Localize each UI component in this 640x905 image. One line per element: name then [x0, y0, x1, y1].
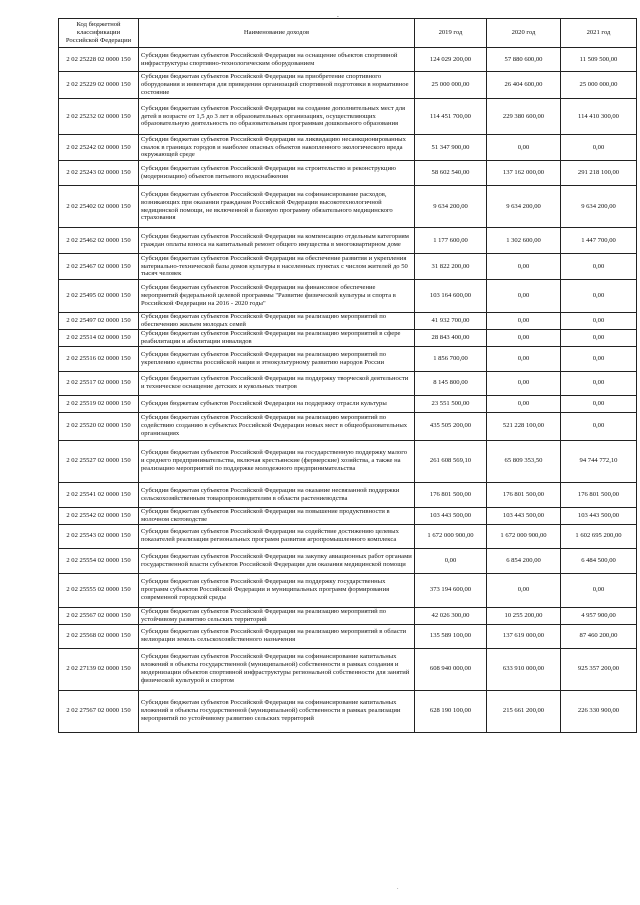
row-value-2019: 42 026 300,00: [415, 607, 487, 624]
header-2019: 2019 год: [415, 19, 487, 48]
row-value-2020: 103 443 500,00: [487, 507, 561, 524]
footer-mark: .: [397, 885, 399, 891]
row-value-2019: 8 145 800,00: [415, 371, 487, 395]
row-value-2019: 9 634 200,00: [415, 186, 487, 228]
row-name: Субсидии бюджетам субъектов Российской Федерации на государственную поддержку малого и среднего предпринимательства, включая крестьянские (фермерские) хозяйства, а также на реализацию мероприятий по поддержке молодежного предпринимательства: [139, 440, 415, 482]
table-row: [59, 280, 637, 313]
row-name: Субсидии бюджетам субъектов Российской Федерации на поддержку государственных программ субъектов Российской Федерации и муниципальных программ формирования современной городской среды: [139, 573, 415, 607]
row-value-2020: 521 228 100,00: [487, 412, 561, 440]
table-row: [59, 690, 637, 732]
row-value-2020: 229 380 600,00: [487, 99, 561, 135]
row-value-2019: 608 940 000,00: [415, 648, 487, 690]
row-value-2020: 137 162 000,00: [487, 161, 561, 186]
row-value-2021: 0,00: [561, 313, 637, 330]
row-value-2020: 57 880 600,00: [487, 48, 561, 72]
row-value-2021: 1 447 700,00: [561, 228, 637, 254]
row-value-2020: 10 255 200,00: [487, 607, 561, 624]
row-value-2019: 41 932 700,00: [415, 313, 487, 330]
row-code: 2 02 25517 02 0000 150: [59, 371, 139, 395]
table-row: [59, 228, 637, 254]
row-value-2019: 628 190 100,00: [415, 690, 487, 732]
table-row: [59, 48, 637, 72]
table-row: [59, 395, 637, 412]
row-code: 2 02 25555 02 0000 150: [59, 573, 139, 607]
row-value-2021: 4 957 900,00: [561, 607, 637, 624]
row-name: Субсидии бюджетам субъектов Российской Федерации на ликвидацию несанкционированных свалок в границах городов и наиболее опасных объектов накопленного экологического вреда окружающей среде: [139, 135, 415, 161]
table-row: [59, 135, 637, 161]
row-code: 2 02 25543 02 0000 150: [59, 524, 139, 548]
row-value-2020: 6 854 200,00: [487, 548, 561, 573]
page-number-mark: -: [337, 15, 339, 20]
row-value-2021: 0,00: [561, 395, 637, 412]
row-value-2021: 6 484 500,00: [561, 548, 637, 573]
table-row: [59, 573, 637, 607]
table-row: [59, 648, 637, 690]
row-name: Субсидии бюджетам субъектов Российской Федерации на софинансирование капитальных вложений в объекты государственной (муниципальной) собственности в рамках создания и модернизации объектов спортивной инфраструктуры региональной собственности для занятий физической культурой и спортом: [139, 648, 415, 690]
header-name: Наименование доходов: [139, 19, 415, 48]
row-name: Субсидии бюджетам субъектов Российской Федерации на финансовое обеспечение мероприятий федеральной целевой программы "Развитие физической культуры и спорта в Российской Федерации на 2016 - 2020 годы": [139, 280, 415, 313]
table-row: [59, 548, 637, 573]
row-value-2021: 0,00: [561, 573, 637, 607]
row-code: 2 02 25541 02 0000 150: [59, 482, 139, 507]
row-code: 2 02 25242 02 0000 150: [59, 135, 139, 161]
table-row: [59, 507, 637, 524]
row-value-2019: 176 801 500,00: [415, 482, 487, 507]
row-value-2021: 0,00: [561, 280, 637, 313]
row-value-2019: 25 000 000,00: [415, 72, 487, 99]
row-value-2019: 435 505 200,00: [415, 412, 487, 440]
row-name: Субсидии бюджетам субъектов Российской Федерации на реализацию мероприятий по укреплению единства российской нации и этнокультурному развитию народов России: [139, 346, 415, 371]
row-code: 2 02 25467 02 0000 150: [59, 254, 139, 280]
header-2021: 2021 год: [561, 19, 637, 48]
row-name: Субсидии бюджетам субъектов Российской Федерации на создание дополнительных мест для детей в возрасте от 1,5 до 3 лет в образовательных организациях, осуществляющих образовательную деятельность по образовательным программам дошкольного образования: [139, 99, 415, 135]
row-value-2019: 1 672 000 900,00: [415, 524, 487, 548]
row-name: Субсидии бюджетам субъектов Российской Федерации на софинансирование капитальных вложений в объекты государственной (муниципальной) собственности в рамках реализации мероприятий по устойчивому развитию сельских территорий: [139, 690, 415, 732]
row-code: 2 02 27567 02 0000 150: [59, 690, 139, 732]
row-code: 2 02 25232 02 0000 150: [59, 99, 139, 135]
row-code: 2 02 25516 02 0000 150: [59, 346, 139, 371]
row-name: Субсидии бюджетам субъектов Российской Федерации на содействие достижению целевых показателей реализации региональных программ развития агропромышленного комплекса: [139, 524, 415, 548]
row-code: 2 02 25497 02 0000 150: [59, 313, 139, 330]
row-value-2019: 1 177 600,00: [415, 228, 487, 254]
row-value-2020: 26 404 600,00: [487, 72, 561, 99]
table-row: [59, 186, 637, 228]
table-row: [59, 313, 637, 330]
row-value-2019: 373 194 600,00: [415, 573, 487, 607]
row-value-2020: 9 634 200,00: [487, 186, 561, 228]
row-value-2020: 633 910 000,00: [487, 648, 561, 690]
row-name: Субсидии бюджетам субъектов Российской Федерации на софинансирование расходов, возникающих при оказании гражданам Российской Федерации высокотехнологичной медицинской помощи, не включенной в базовую программу обязательного медицинского страхования: [139, 186, 415, 228]
row-name: Субсидии бюджетам субъектов Российской Федерации на оснащение объектов спортивной инфраструктуры спортивно-технологическим оборудованием: [139, 48, 415, 72]
row-value-2021: 103 443 500,00: [561, 507, 637, 524]
revenue-table-container: [58, 18, 636, 733]
row-value-2021: 0,00: [561, 135, 637, 161]
header-code: Код бюджетной классификации Российской Федерации: [59, 19, 139, 48]
row-name: Субсидии бюджетам субъектов Российской Федерации на реализацию мероприятий в области мелиорации земель сельскохозяйственного назначения: [139, 624, 415, 648]
row-value-2021: 25 000 000,00: [561, 72, 637, 99]
row-value-2021: 925 357 200,00: [561, 648, 637, 690]
table-row: [59, 482, 637, 507]
row-value-2021: 0,00: [561, 254, 637, 280]
row-code: 2 02 25402 02 0000 150: [59, 186, 139, 228]
table-body: [59, 48, 637, 733]
row-value-2021: 226 330 900,00: [561, 690, 637, 732]
row-name: Субсидии бюджетам субъектов Российской Федерации на строительство и реконструкцию (модернизацию) объектов питьевого водоснабжения: [139, 161, 415, 186]
row-value-2019: 1 856 700,00: [415, 346, 487, 371]
row-value-2019: 114 451 700,00: [415, 99, 487, 135]
row-value-2020: 1 302 600,00: [487, 228, 561, 254]
row-code: 2 02 25462 02 0000 150: [59, 228, 139, 254]
row-value-2021: 291 218 100,00: [561, 161, 637, 186]
row-code: 2 02 25527 02 0000 150: [59, 440, 139, 482]
row-name: Субсидии бюджетам субъектов Российской Федерации на повышение продуктивности в молочном скотоводстве: [139, 507, 415, 524]
table-row: [59, 371, 637, 395]
row-value-2020: 0,00: [487, 346, 561, 371]
row-name: Субсидии бюджетам субъектов Российской Федерации на обеспечение развития и укрепления материально-технической базы домов культуры в населенных пунктах с числом жителей до 50 тысяч человек: [139, 254, 415, 280]
table-row: [59, 624, 637, 648]
table-row: [59, 346, 637, 371]
table-row: [59, 99, 637, 135]
table-row: [59, 412, 637, 440]
row-code: 2 02 25514 02 0000 150: [59, 329, 139, 346]
row-code: 2 02 25229 02 0000 150: [59, 72, 139, 99]
header-2020: 2020 год: [487, 19, 561, 48]
row-value-2019: 135 589 100,00: [415, 624, 487, 648]
row-value-2020: 0,00: [487, 329, 561, 346]
revenue-table: [58, 18, 637, 733]
row-value-2021: 0,00: [561, 329, 637, 346]
row-code: 2 02 25520 02 0000 150: [59, 412, 139, 440]
row-code: 2 02 25554 02 0000 150: [59, 548, 139, 573]
row-value-2020: 176 801 500,00: [487, 482, 561, 507]
row-value-2021: 0,00: [561, 346, 637, 371]
row-value-2020: 137 619 000,00: [487, 624, 561, 648]
row-value-2019: 23 551 500,00: [415, 395, 487, 412]
row-value-2020: 0,00: [487, 395, 561, 412]
row-value-2021: 114 410 300,00: [561, 99, 637, 135]
row-value-2019: 51 347 900,00: [415, 135, 487, 161]
row-code: 2 02 25243 02 0000 150: [59, 161, 139, 186]
row-name: Субсидии бюджетам субъектов Российской Федерации на приобретение спортивного оборудования и инвентаря для приведения организаций спортивной подготовки в нормативное состояние: [139, 72, 415, 99]
table-row: [59, 329, 637, 346]
row-value-2021: 0,00: [561, 412, 637, 440]
row-value-2020: 215 661 200,00: [487, 690, 561, 732]
row-value-2020: 65 809 353,50: [487, 440, 561, 482]
row-value-2019: 124 029 200,00: [415, 48, 487, 72]
row-name: Субсидии бюджетам субъектов Российской Федерации на реализацию мероприятий по обеспечению жильем молодых семей: [139, 313, 415, 330]
row-name: Субсидии бюджетам субъектов Российской Федерации на поддержку творческой деятельности и техническое оснащение детских и кукольных театров: [139, 371, 415, 395]
table-row: [59, 254, 637, 280]
table-row: [59, 440, 637, 482]
row-name: Субсидии бюджетам субъектов Российской Федерации на реализацию мероприятий по устойчивому развитию сельских территорий: [139, 607, 415, 624]
row-value-2020: 0,00: [487, 254, 561, 280]
table-row: [59, 607, 637, 624]
row-name: Субсидии бюджетам субъектов Российской Федерации на реализацию мероприятий по содействию созданию в субъектах Российской Федерации новых мест в общеобразовательных организациях: [139, 412, 415, 440]
row-code: 2 02 25519 02 0000 150: [59, 395, 139, 412]
table-row: [59, 72, 637, 99]
row-value-2021: 9 634 200,00: [561, 186, 637, 228]
row-code: 2 02 25567 02 0000 150: [59, 607, 139, 624]
row-value-2021: 176 801 500,00: [561, 482, 637, 507]
table-row: [59, 524, 637, 548]
row-code: 2 02 25568 02 0000 150: [59, 624, 139, 648]
row-value-2020: 0,00: [487, 135, 561, 161]
row-value-2021: 0,00: [561, 371, 637, 395]
row-value-2019: 103 164 600,00: [415, 280, 487, 313]
row-value-2019: 31 822 200,00: [415, 254, 487, 280]
row-value-2021: 94 744 772,10: [561, 440, 637, 482]
row-value-2019: 58 602 540,00: [415, 161, 487, 186]
table-row: [59, 161, 637, 186]
row-code: 2 02 25542 02 0000 150: [59, 507, 139, 524]
row-code: 2 02 25495 02 0000 150: [59, 280, 139, 313]
row-value-2020: 0,00: [487, 371, 561, 395]
row-name: Субсидии бюджетам субъектов Российской Федерации на реализацию мероприятий в сфере реабилитации и абилитации инвалидов: [139, 329, 415, 346]
row-value-2019: 261 608 569,10: [415, 440, 487, 482]
row-value-2019: 0,00: [415, 548, 487, 573]
row-name: Субсидия бюджетам субъектов Российской Федерации на поддержку отрасли культуры: [139, 395, 415, 412]
row-name: Субсидии бюджетам субъектов Российской Федерации на оказание несвязанной поддержки сельскохозяйственным товаропроизводителям в области растениеводства: [139, 482, 415, 507]
row-value-2020: 0,00: [487, 313, 561, 330]
row-value-2021: 11 509 500,00: [561, 48, 637, 72]
row-value-2019: 28 843 400,00: [415, 329, 487, 346]
row-code: 2 02 25228 02 0000 150: [59, 48, 139, 72]
row-value-2021: 1 602 695 200,00: [561, 524, 637, 548]
row-name: Субсидии бюджетам субъектов Российской Федерации на компенсацию отдельным категориям граждан оплаты взноса на капитальный ремонт общего имущества в многоквартирном доме: [139, 228, 415, 254]
table-header-row: [59, 19, 637, 48]
row-value-2020: 0,00: [487, 573, 561, 607]
row-code: 2 02 27139 02 0000 150: [59, 648, 139, 690]
row-value-2020: 1 672 000 900,00: [487, 524, 561, 548]
row-value-2021: 87 460 200,00: [561, 624, 637, 648]
row-name: Субсидии бюджетам субъектов Российской Федерации на закупку авиационных работ органами государственной власти субъектов Российской Федерации для оказания медицинской помощи: [139, 548, 415, 573]
row-value-2020: 0,00: [487, 280, 561, 313]
row-value-2019: 103 443 500,00: [415, 507, 487, 524]
